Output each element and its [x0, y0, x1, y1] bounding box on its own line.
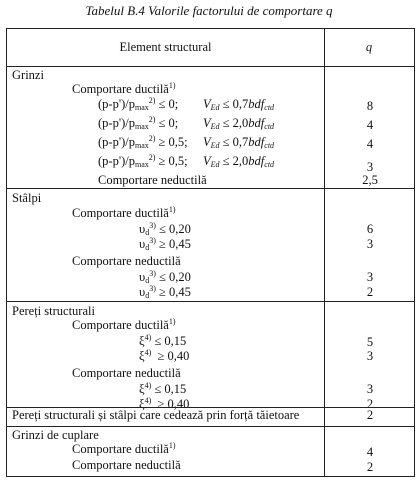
- section-heading-grinzi: Grinzi: [12, 68, 44, 82]
- section-heading-pereti: Pereți structurali: [12, 304, 95, 318]
- nonductile-label: Comportare neductilă: [72, 254, 181, 268]
- q-value: 3: [366, 237, 374, 251]
- row-divider: [7, 66, 414, 67]
- q-value: 2: [366, 397, 374, 411]
- row-divider: [7, 188, 414, 189]
- q-value: 2: [366, 408, 374, 422]
- ratio-row: $(p-p')/p_{max}^{2)} \ge 0,5$; $V_{Ed} \le 0,7bdf_{ctd}$: [98, 134, 275, 150]
- q-value: 2,5: [362, 173, 378, 187]
- q-value: 3: [366, 270, 374, 284]
- section-heading-stalpi: Stâlpi: [12, 191, 42, 205]
- q-value: 6: [366, 222, 374, 236]
- row-divider: [7, 426, 414, 427]
- q-value: 3: [366, 160, 374, 174]
- q-value: 5: [366, 335, 374, 349]
- q-value: 2: [366, 460, 374, 474]
- ductile-label: Comportare ductilă$^{1)}$: [72, 317, 176, 332]
- header-q: q: [365, 40, 373, 54]
- axial-row: $\upsilon_d^{3)} \le 0,20$: [139, 269, 191, 285]
- axial-row: $\upsilon_d^{3)} \le 0,20$: [139, 221, 191, 237]
- axial-row: $\upsilon_d^{3)} \ge 0,45$: [139, 284, 191, 300]
- q-value: 4: [366, 118, 374, 132]
- axial-row: $\upsilon_d^{3)} \ge 0,45$: [139, 236, 191, 252]
- ductile-label: Comportare ductilă$^{1)}$: [72, 205, 176, 220]
- ratio-row: $(p-p')/p_{max}^{2)} \ge 0,5$; $V_{Ed} \le 2,0bdf_{ctd}$: [98, 153, 275, 169]
- nonductile-label: Comportare neductilă: [72, 366, 181, 380]
- table-title: Tabelul B.4 Valorile factorului de comportare q: [85, 3, 333, 18]
- ratio-row: $(p-p')/p_{max}^{2)} \le 0$; $V_{Ed} \le 2,0bdf_{ctd}$: [98, 115, 275, 131]
- ductile-label: Comportare ductilă$^{1)}$: [72, 441, 176, 456]
- behavior-factor-table: [6, 28, 415, 477]
- q-value: 8: [366, 99, 374, 113]
- q-value: 4: [366, 445, 374, 459]
- nonductile-label: Comportare neductilă: [98, 173, 207, 187]
- row-divider: [7, 301, 414, 302]
- xi-row: $\xi^{4)} \ge 0,40$: [139, 348, 190, 363]
- section-heading-grinzi-cuplare: Grinzi de cuplare: [12, 428, 99, 442]
- ratio-row: $(p-p')/p_{max}^{2)} \le 0$; $V_{Ed} \le 0,7bdf_{ctd}$: [98, 96, 275, 112]
- xi-row: $\xi^{4)} \le 0,15$: [139, 333, 187, 348]
- q-value: 4: [366, 137, 374, 151]
- q-value: 3: [366, 382, 374, 396]
- xi-row: $\xi^{4)} \le 0,15$: [139, 381, 187, 396]
- header-element: Element structural: [119, 40, 212, 54]
- q-value: 3: [366, 349, 374, 363]
- q-value: 2: [366, 285, 374, 299]
- ductile-label: Comportare ductilă$^{1)}$: [72, 81, 176, 96]
- nonductile-label: Comportare neductilă: [72, 458, 181, 472]
- shear-failure-label: Pereți structurali și stâlpi care cedează prin forță tăietoare: [12, 408, 300, 422]
- xi-row: $\xi^{4)} \ge 0,40$: [139, 396, 190, 411]
